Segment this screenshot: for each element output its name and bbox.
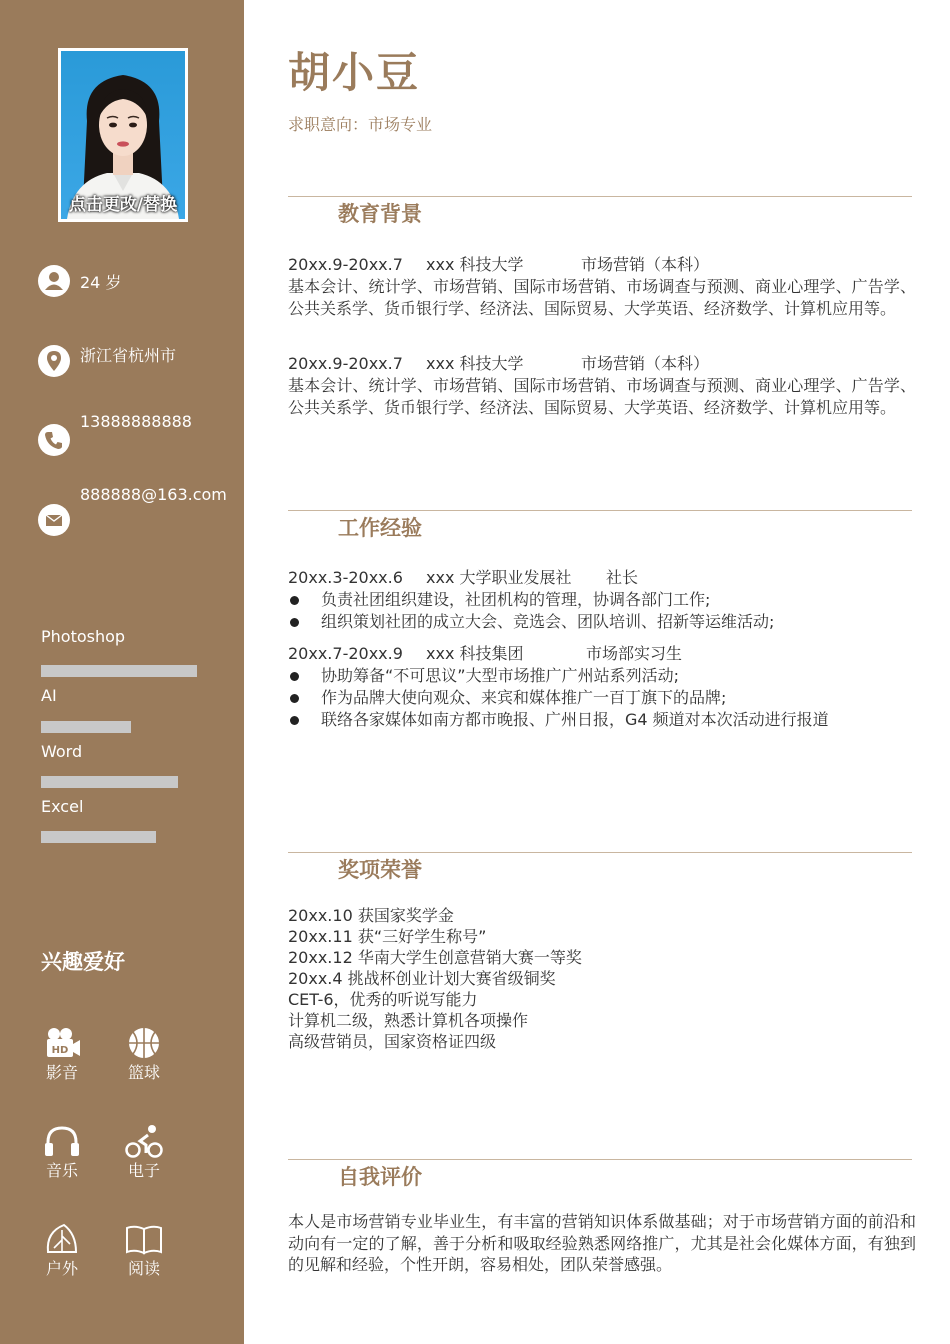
- education-school: xxx 科技大学: [426, 354, 524, 373]
- skill-label-ai: AI: [41, 686, 57, 705]
- email-text: 888888@163.com: [80, 485, 227, 504]
- section-title-awards: 奖项荣誉: [338, 858, 422, 882]
- section-divider: [288, 196, 912, 197]
- work-date: 20xx.3-20xx.6: [288, 568, 403, 587]
- hobby-reading: [114, 1222, 174, 1279]
- work-entry: [288, 567, 916, 633]
- work-header: [288, 567, 916, 589]
- hobby-music: [32, 1124, 92, 1181]
- work-org: xxx 大学职业发展社: [426, 568, 572, 587]
- leaf-icon: [42, 1222, 82, 1256]
- work-role: 社长: [606, 568, 639, 587]
- award-item: 20xx.10 获国家奖学金: [288, 906, 454, 925]
- education-entry: [288, 353, 916, 419]
- awards-list: [288, 905, 582, 1052]
- list-item: 负责社团组织建设，社团机构的管理，协调各部门工作;: [288, 589, 916, 611]
- hobby-label: 影音: [45, 1063, 78, 1082]
- hobby-cycling: [114, 1124, 174, 1181]
- work-header: [288, 643, 916, 665]
- section-divider: [288, 510, 912, 511]
- award-item: 20xx.11 获“三好学生称号”: [288, 927, 487, 946]
- hobby-outdoor: [32, 1222, 92, 1279]
- person-icon: [38, 265, 70, 297]
- list-item: 联络各家媒体如南方都市晚报、广州日报，G4 频道对本次活动进行报道: [288, 709, 916, 731]
- headphones-icon: [42, 1124, 82, 1158]
- photo-caption[interactable]: 点击更改/替换: [68, 195, 178, 215]
- skill-label-word: Word: [41, 742, 83, 761]
- list-item: 组织策划社团的成立大会、竞选会、团队培训、招新等运维活动;: [288, 611, 916, 633]
- hobbies-title: 兴趣爱好: [41, 950, 125, 974]
- education-courses: 基本会计、统计学、市场营销、国际市场营销、市场调查与预测、商业心理学、广告学、公共关系学、货币银行学、经济法、国际贸易、大学英语、经济数学、计算机应用等。: [288, 376, 916, 417]
- sidebar: [0, 0, 244, 1344]
- hobby-label: 户外: [45, 1259, 78, 1278]
- education-school: xxx 科技大学: [426, 255, 524, 274]
- section-divider: [288, 852, 912, 853]
- award-item: 20xx.4 挑战杯创业计划大赛省级铜奖: [288, 969, 556, 988]
- award-item: CET-6，优秀的听说写能力: [288, 990, 478, 1009]
- svg-text:HD: HD: [51, 1045, 69, 1056]
- self-evaluation-text: 本人是市场营销专业毕业生，有丰富的营销知识体系做基础；对于市场营销方面的前沿和动向有一定的了解，善于分析和吸取经验熟悉网络推广，尤其是社会化媒体方面，有独到的见解和经验，个性开朗，容易相处，团队荣誉感强。: [288, 1212, 916, 1274]
- education-date: 20xx.9-20xx.7: [288, 354, 403, 373]
- cyclist-icon: [124, 1124, 164, 1158]
- work-role: 市场部实习生: [586, 644, 683, 663]
- job-intent: 求职意向：市场专业: [288, 115, 433, 134]
- book-icon: [124, 1222, 164, 1256]
- work-date: 20xx.7-20xx.9: [288, 644, 403, 663]
- education-major: 市场营销（本科）: [581, 354, 710, 373]
- education-date: 20xx.9-20xx.7: [288, 255, 403, 274]
- phone-icon: [38, 424, 70, 456]
- list-item: 作为品牌大使向观众、来宾和媒体推广一百丁旗下的品牌;: [288, 687, 916, 709]
- education-header: [288, 254, 916, 276]
- skill-bar-photoshop: [41, 665, 197, 677]
- hobby-label: 音乐: [45, 1161, 78, 1180]
- skill-bar-word: [41, 776, 178, 788]
- list-item: 协助筹备“不可思议”大型市场推广广州站系列活动;: [288, 665, 916, 687]
- education-major: 市场营销（本科）: [581, 255, 710, 274]
- work-entry: [288, 643, 916, 731]
- age-text: 24 岁: [80, 273, 122, 292]
- section-title-self-eval: 自我评价: [338, 1165, 422, 1189]
- hobby-label: 电子: [127, 1161, 160, 1180]
- mail-icon: [38, 504, 70, 536]
- candidate-name: 胡小豆: [288, 48, 421, 97]
- basketball-icon: [126, 1026, 162, 1060]
- hobby-label: 阅读: [127, 1259, 160, 1278]
- location-pin-icon: [38, 345, 70, 377]
- video-camera-icon: [42, 1026, 82, 1060]
- profile-photo[interactable]: [58, 48, 188, 222]
- section-title-work: 工作经验: [338, 516, 422, 540]
- section-divider: [288, 1159, 912, 1160]
- work-bullets: [288, 665, 916, 731]
- skill-bar-excel: [41, 831, 156, 843]
- work-bullets: [288, 589, 916, 633]
- award-item: 20xx.12 华南大学生创意营销大赛一等奖: [288, 948, 582, 967]
- award-item: 高级营销员，国家资格证四级: [288, 1032, 497, 1051]
- work-org: xxx 科技集团: [426, 644, 524, 663]
- skill-label-photoshop: Photoshop: [41, 627, 126, 646]
- section-title-education: 教育背景: [338, 202, 422, 226]
- education-header: [288, 353, 916, 375]
- skill-bar-ai: [41, 721, 131, 733]
- skill-label-excel: Excel: [41, 797, 84, 816]
- education-entry: [288, 254, 916, 320]
- education-courses: 基本会计、统计学、市场营销、国际市场营销、市场调查与预测、商业心理学、广告学、公共关系学、货币银行学、经济法、国际贸易、大学英语、经济数学、计算机应用等。: [288, 277, 916, 318]
- hobby-video: [32, 1026, 92, 1083]
- award-item: 计算机二级，熟悉计算机各项操作: [288, 1011, 529, 1030]
- phone-text: 13888888888: [80, 412, 192, 431]
- location-text: 浙江省杭州市: [80, 346, 177, 365]
- hobby-label: 篮球: [127, 1063, 160, 1082]
- hobby-basketball: [114, 1026, 174, 1083]
